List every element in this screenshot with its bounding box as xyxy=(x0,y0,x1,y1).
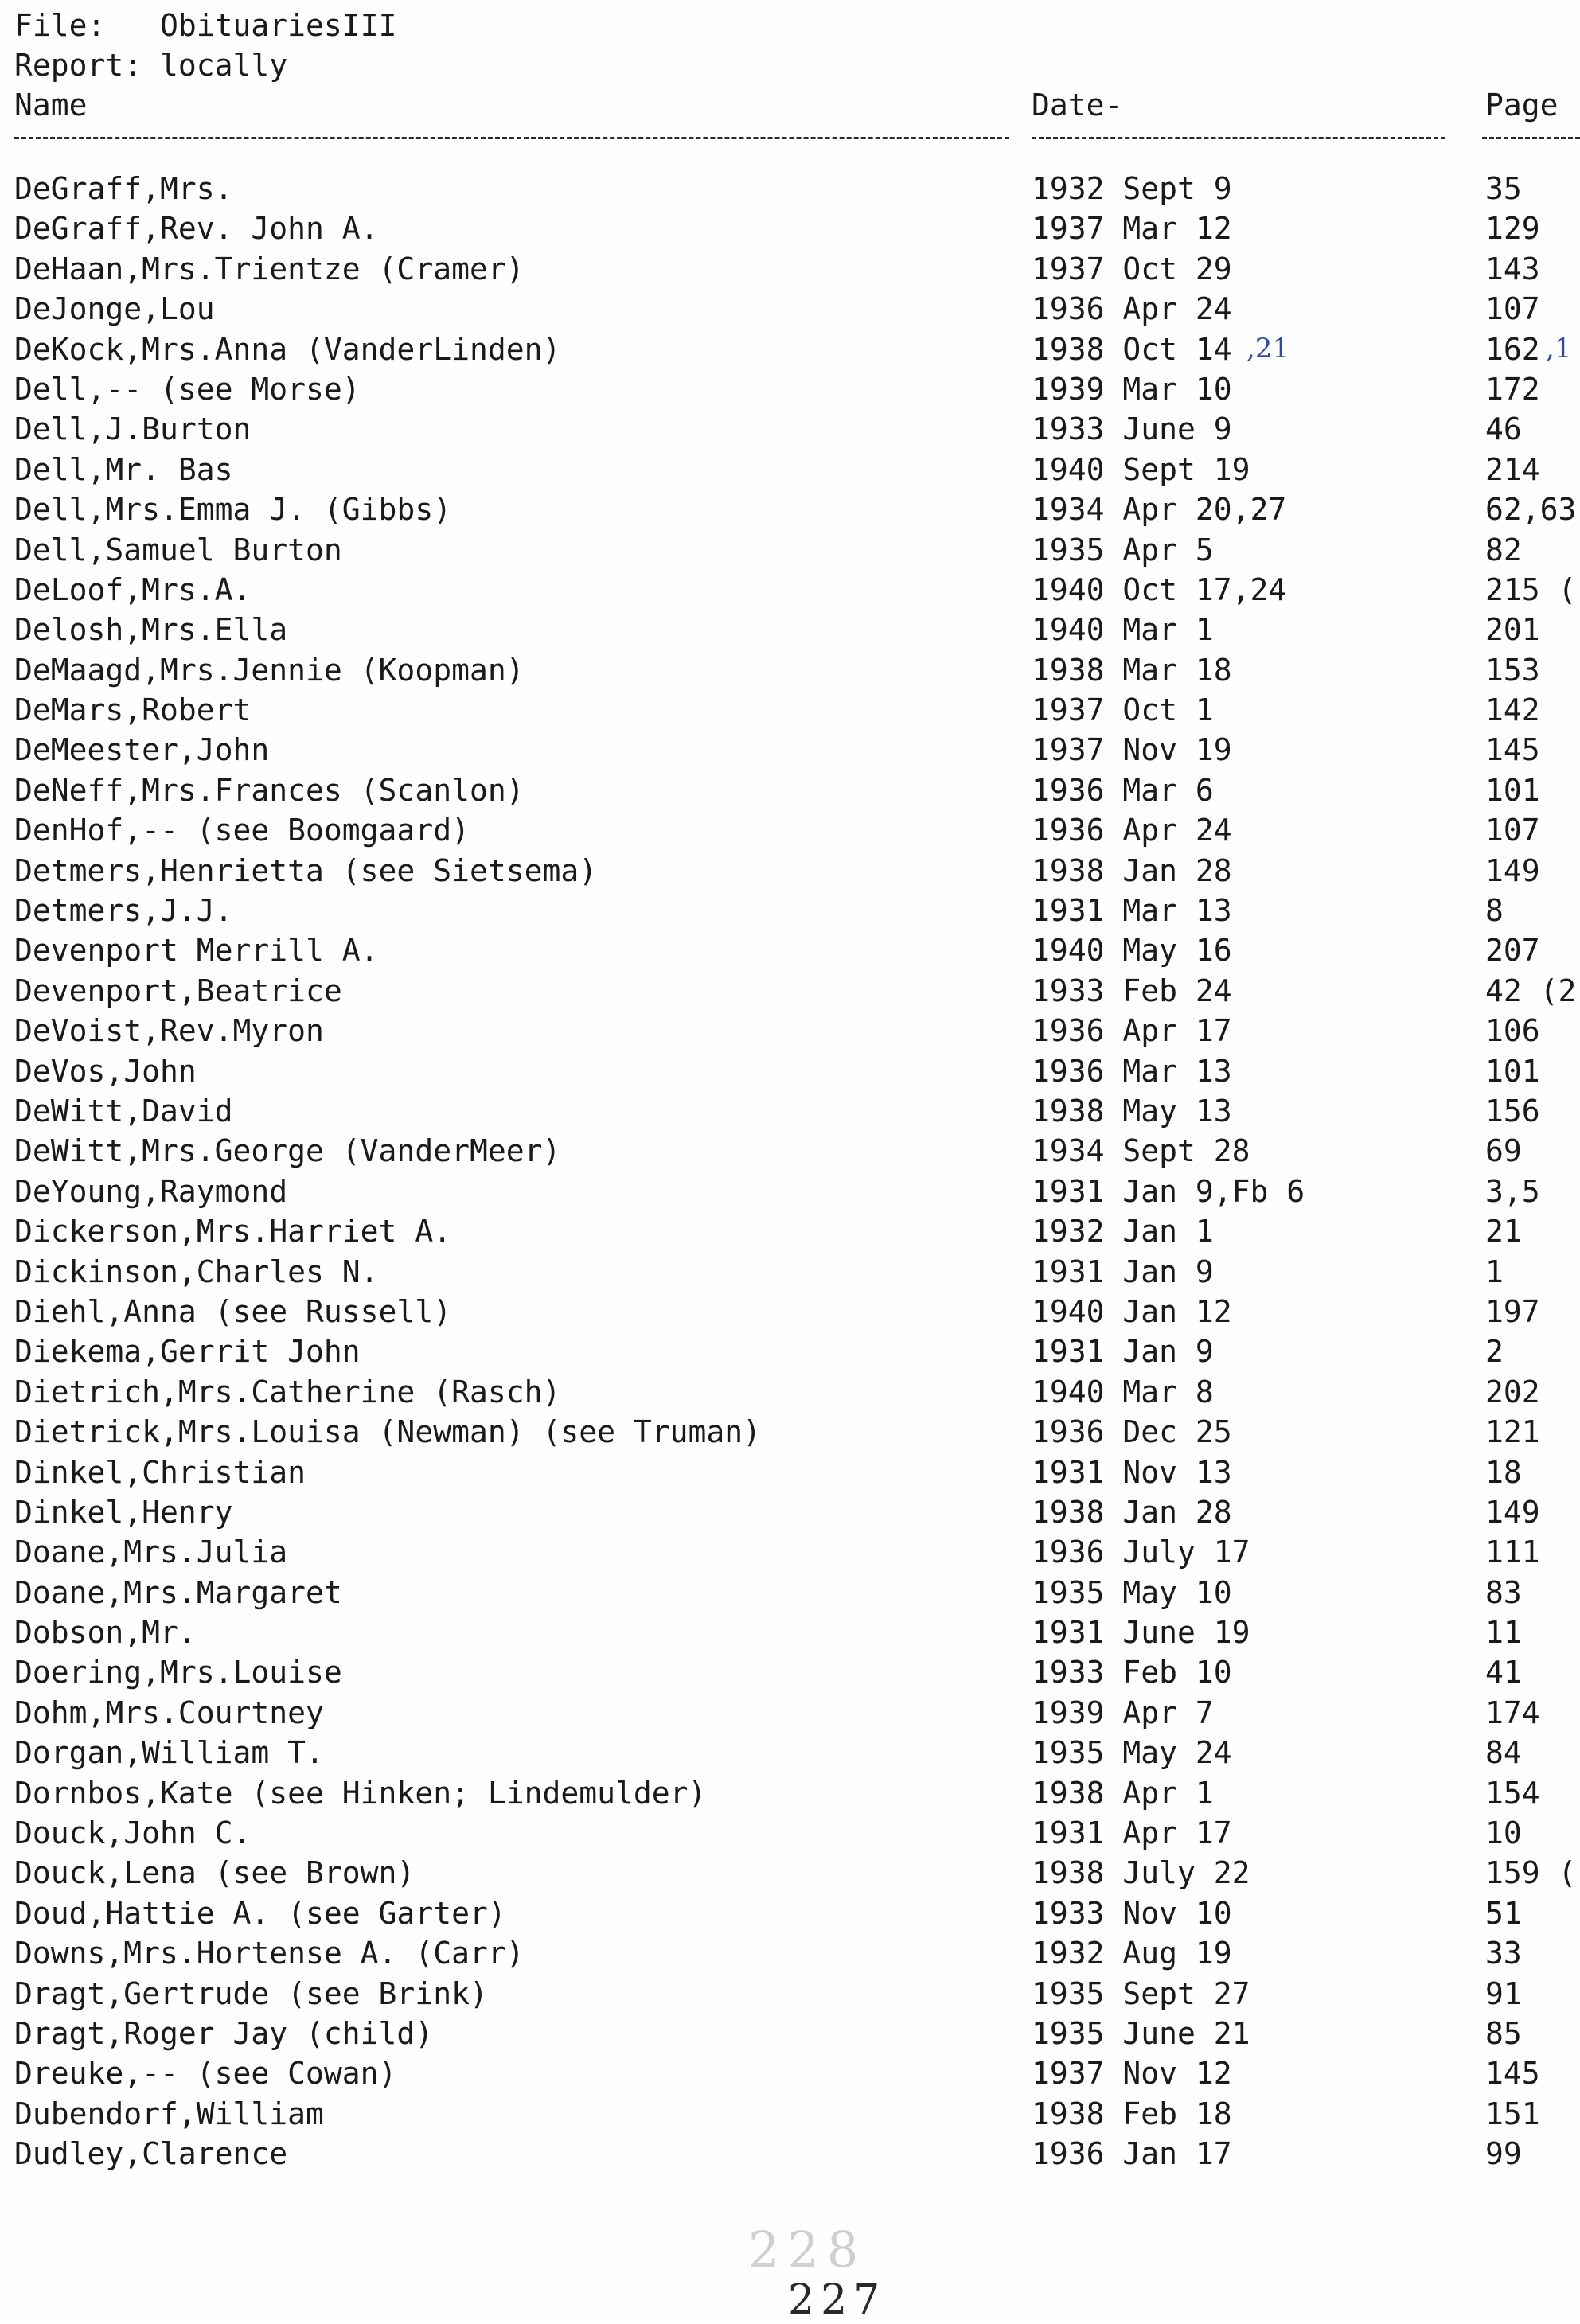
entry-page: 145 xyxy=(1485,732,1540,768)
entry-page: 149 xyxy=(1485,1494,1540,1530)
entry-name: DeGraff,Mrs. xyxy=(14,171,233,206)
list-item xyxy=(0,570,1580,610)
page-number: 227 xyxy=(788,2276,887,2324)
entry-date: 1933 Feb 10 xyxy=(1032,1655,1232,1690)
list-item xyxy=(0,1813,1580,1853)
entry-date: 1936 Apr 24 xyxy=(1032,291,1232,327)
list-item xyxy=(0,409,1580,449)
entry-date: 1936 Apr 17 xyxy=(1032,1013,1232,1049)
entry-name: Dragt,Gertrude (see Brink) xyxy=(14,1975,488,2011)
list-item xyxy=(0,450,1580,489)
entry-page: 84 xyxy=(1485,1735,1522,1771)
entry-name: DeGraff,Rev. John A. xyxy=(14,211,379,247)
entry-date: 1931 Apr 17 xyxy=(1032,1815,1232,1851)
list-item xyxy=(0,249,1580,289)
list-item xyxy=(0,1693,1580,1733)
entry-name: Dickerson,Mrs.Harriet A. xyxy=(14,1214,452,1250)
entry-page: 83 xyxy=(1485,1574,1522,1610)
entry-name: DeMeester,John xyxy=(14,732,270,768)
entry-date: 1939 Mar 10 xyxy=(1032,371,1232,407)
entry-date: 1940 Oct 17,24 xyxy=(1032,571,1287,607)
list-item xyxy=(0,930,1580,970)
list-item xyxy=(0,2014,1580,2053)
list-item xyxy=(0,169,1580,209)
handwritten-date-annotation: ,21 xyxy=(1246,333,1290,365)
entry-page: 21 xyxy=(1485,1214,1522,1250)
list-item xyxy=(0,851,1580,891)
entry-page: 201 xyxy=(1485,612,1540,648)
entry-date: 1931 Mar 13 xyxy=(1032,893,1232,929)
entry-page: 111 xyxy=(1485,1534,1540,1570)
entry-date: 1938 Jan 28 xyxy=(1032,1494,1232,1530)
entry-name: Detmers,J.J. xyxy=(14,893,233,929)
entry-page: 42 (2 xyxy=(1485,973,1577,1008)
entry-date: 1931 Jan 9 xyxy=(1032,1334,1214,1370)
entry-page: 162 xyxy=(1485,331,1540,367)
entry-date: 1940 Mar 8 xyxy=(1032,1374,1214,1410)
entry-date: 1940 Jan 12 xyxy=(1032,1293,1232,1329)
entry-name: Dickinson,Charles N. xyxy=(14,1254,379,1289)
entry-page: 107 xyxy=(1485,813,1540,848)
entry-date: 1937 Oct 1 xyxy=(1032,692,1214,728)
column-header-page: Page xyxy=(1485,88,1559,123)
entry-date: 1933 Feb 24 xyxy=(1032,973,1232,1008)
entry-page: 85 xyxy=(1485,2015,1522,2051)
list-item xyxy=(0,2134,1580,2174)
list-item xyxy=(0,1091,1580,1131)
entry-name: Dohm,Mrs.Courtney xyxy=(14,1694,324,1730)
file-value: ObituariesIII xyxy=(160,8,397,43)
entry-page: 156 xyxy=(1485,1093,1540,1129)
entry-page: 129 xyxy=(1485,211,1540,247)
entry-name: Delosh,Mrs.Ella xyxy=(14,612,288,648)
list-item xyxy=(0,1211,1580,1251)
list-item xyxy=(0,1051,1580,1091)
list-item xyxy=(0,329,1580,369)
list-item xyxy=(0,1733,1580,1772)
entry-name: DeWitt,David xyxy=(14,1093,233,1129)
entry-page: 33 xyxy=(1485,1936,1522,1971)
entry-page: 2 xyxy=(1485,1334,1504,1370)
entry-date: 1940 Sept 19 xyxy=(1032,451,1250,487)
entry-page: 101 xyxy=(1485,772,1540,808)
column-header-date: Date- xyxy=(1032,88,1123,123)
entry-name: Doane,Mrs.Margaret xyxy=(14,1574,342,1610)
entry-name: Douck,John C. xyxy=(14,1815,252,1851)
report-label: Report: xyxy=(14,48,142,83)
list-item xyxy=(0,610,1580,649)
entry-page: 172 xyxy=(1485,371,1540,407)
entry-name: Dietrick,Mrs.Louisa (Newman) (see Truman) xyxy=(14,1414,761,1450)
entry-page: 46 xyxy=(1485,411,1522,447)
entry-date: 1938 Jan 28 xyxy=(1032,852,1232,888)
file-line xyxy=(14,6,396,45)
entry-page: 82 xyxy=(1485,532,1522,567)
list-item xyxy=(0,891,1580,930)
entry-date: 1936 Apr 24 xyxy=(1032,813,1232,848)
entry-page: 35 xyxy=(1485,171,1522,206)
entry-date: 1932 Sept 9 xyxy=(1032,171,1232,206)
list-item xyxy=(0,810,1580,850)
list-item xyxy=(0,1652,1580,1692)
entry-page: 8 xyxy=(1485,893,1504,929)
entry-date: 1936 Dec 25 xyxy=(1032,1414,1232,1450)
entry-date: 1932 Jan 1 xyxy=(1032,1214,1214,1250)
list-item xyxy=(0,289,1580,329)
entry-page: 18 xyxy=(1485,1454,1522,1490)
entry-page: 145 xyxy=(1485,2056,1540,2092)
entry-date: 1937 Nov 12 xyxy=(1032,2056,1232,2092)
pencil-page-number: 228 xyxy=(748,2221,867,2279)
entry-date: 1931 Nov 13 xyxy=(1032,1454,1232,1490)
list-item xyxy=(0,1492,1580,1532)
list-item xyxy=(0,369,1580,409)
entry-date: 1939 Apr 7 xyxy=(1032,1694,1214,1730)
entry-name: Doane,Mrs.Julia xyxy=(14,1534,288,1570)
entry-date: 1940 May 16 xyxy=(1032,933,1232,969)
report-value: locally xyxy=(160,48,288,83)
entry-name: DeVos,John xyxy=(14,1053,197,1089)
file-label: File: xyxy=(14,8,106,43)
entry-date: 1936 July 17 xyxy=(1032,1534,1250,1570)
entry-name: Dorgan,William T. xyxy=(14,1735,324,1771)
entry-date: 1937 Oct 29 xyxy=(1032,251,1232,287)
entry-date: 1938 Oct 14 xyxy=(1032,331,1232,367)
entry-name: Doud,Hattie A. (see Garter) xyxy=(14,1895,506,1931)
entry-name: DeWitt,Mrs.George (VanderMeer) xyxy=(14,1133,561,1169)
entry-page: 62,63 xyxy=(1485,492,1577,528)
list-item xyxy=(0,1332,1580,1371)
list-item xyxy=(0,650,1580,690)
entry-date: 1935 Sept 27 xyxy=(1032,1975,1250,2011)
entry-date: 1936 Mar 6 xyxy=(1032,772,1214,808)
entry-name: Downs,Mrs.Hortense A. (Carr) xyxy=(14,1936,525,1971)
entry-name: Douck,Lena (see Brown) xyxy=(14,1855,415,1891)
entry-page: 154 xyxy=(1485,1775,1540,1811)
entry-name: DeJonge,Lou xyxy=(14,291,215,327)
entry-page: 215 ( xyxy=(1485,571,1577,607)
list-item xyxy=(0,209,1580,248)
list-item xyxy=(0,1974,1580,2014)
entry-date: 1933 Nov 10 xyxy=(1032,1895,1232,1931)
entry-page: 202 xyxy=(1485,1374,1540,1410)
list-item xyxy=(0,730,1580,770)
list-item xyxy=(0,1452,1580,1492)
entry-page: 91 xyxy=(1485,1975,1522,2011)
entry-date: 1935 Apr 5 xyxy=(1032,532,1214,567)
entry-name: DeKock,Mrs.Anna (VanderLinden) xyxy=(14,331,561,367)
handwritten-page-annotation: ,1 xyxy=(1546,333,1572,365)
entry-date: 1938 Mar 18 xyxy=(1032,652,1232,688)
entry-date: 1934 Sept 28 xyxy=(1032,1133,1250,1169)
entry-date: 1938 Apr 1 xyxy=(1032,1775,1214,1811)
entry-name: DeLoof,Mrs.A. xyxy=(14,571,252,607)
entry-date: 1933 June 9 xyxy=(1032,411,1232,447)
list-item xyxy=(0,1412,1580,1452)
entry-name: Dell,Mr. Bas xyxy=(14,451,233,487)
entry-page: 51 xyxy=(1485,1895,1522,1931)
entry-name: DenHof,-- (see Boomgaard) xyxy=(14,813,470,848)
entry-date: 1935 June 21 xyxy=(1032,2015,1250,2051)
entry-date: 1934 Apr 20,27 xyxy=(1032,492,1287,528)
list-item xyxy=(0,1532,1580,1572)
entry-page: 159 ( xyxy=(1485,1855,1577,1891)
entry-date: 1931 Jan 9 xyxy=(1032,1254,1214,1289)
entry-name: DeMaagd,Mrs.Jennie (Koopman) xyxy=(14,652,525,688)
entry-page: 174 xyxy=(1485,1694,1540,1730)
list-item xyxy=(0,1252,1580,1292)
list-item xyxy=(0,1372,1580,1412)
entry-name: Dietrich,Mrs.Catherine (Rasch) xyxy=(14,1374,561,1410)
column-header-name: Name xyxy=(14,88,88,123)
entry-date: 1937 Nov 19 xyxy=(1032,732,1232,768)
entry-date: 1931 Jan 9,Fb 6 xyxy=(1032,1173,1305,1209)
list-item xyxy=(0,1612,1580,1652)
entry-name: Detmers,Henrietta (see Sietsema) xyxy=(14,852,598,888)
entry-name: Dell,Mrs.Emma J. (Gibbs) xyxy=(14,492,452,528)
entry-name: Doering,Mrs.Louise xyxy=(14,1655,342,1690)
entry-page: 10 xyxy=(1485,1815,1522,1851)
entry-page: 197 xyxy=(1485,1293,1540,1329)
entry-date: 1937 Mar 12 xyxy=(1032,211,1232,247)
entry-name: Dinkel,Christian xyxy=(14,1454,306,1490)
entry-page: 151 xyxy=(1485,2096,1540,2131)
entry-date: 1938 July 22 xyxy=(1032,1855,1250,1891)
entry-name: Devenport Merrill A. xyxy=(14,933,379,969)
entry-date: 1935 May 10 xyxy=(1032,1574,1232,1610)
entry-name: DeYoung,Raymond xyxy=(14,1173,288,1209)
entry-name: DeMars,Robert xyxy=(14,692,252,728)
list-item xyxy=(0,971,1580,1011)
entry-name: Dobson,Mr. xyxy=(14,1615,197,1651)
list-item xyxy=(0,2094,1580,2134)
entry-date: 1938 Feb 18 xyxy=(1032,2096,1232,2131)
list-item xyxy=(0,1933,1580,1973)
list-item xyxy=(0,1773,1580,1813)
list-item xyxy=(0,489,1580,529)
entry-page: 207 xyxy=(1485,933,1540,969)
report-line xyxy=(14,46,287,84)
entry-page: 149 xyxy=(1485,852,1540,888)
header-divider-page xyxy=(1482,137,1580,139)
list-item xyxy=(0,530,1580,570)
entry-name: Dudley,Clarence xyxy=(14,2136,288,2172)
entry-date: 1940 Mar 1 xyxy=(1032,612,1214,648)
entry-name: Devenport,Beatrice xyxy=(14,973,342,1008)
list-item xyxy=(0,1011,1580,1051)
entry-page: 143 xyxy=(1485,251,1540,287)
entry-page: 142 xyxy=(1485,692,1540,728)
entry-name: Dinkel,Henry xyxy=(14,1494,233,1530)
entry-name: DeNeff,Mrs.Frances (Scanlon) xyxy=(14,772,525,808)
entry-name: Dell,Samuel Burton xyxy=(14,532,342,567)
list-item xyxy=(0,690,1580,730)
list-item xyxy=(0,1131,1580,1171)
entry-name: Dubendorf,William xyxy=(14,2096,324,2131)
entry-date: 1935 May 24 xyxy=(1032,1735,1232,1771)
entry-page: 106 xyxy=(1485,1013,1540,1049)
entry-page: 101 xyxy=(1485,1053,1540,1089)
entry-page: 1 xyxy=(1485,1254,1504,1289)
entry-page: 153 xyxy=(1485,652,1540,688)
entry-date: 1938 May 13 xyxy=(1032,1093,1232,1129)
entry-name: Dell,J.Burton xyxy=(14,411,252,447)
list-item xyxy=(0,1853,1580,1893)
entry-date: 1932 Aug 19 xyxy=(1032,1936,1232,1971)
entry-page: 121 xyxy=(1485,1414,1540,1450)
entry-page: 107 xyxy=(1485,291,1540,327)
list-item xyxy=(0,1292,1580,1332)
entry-name: DeVoist,Rev.Myron xyxy=(14,1013,324,1049)
header-divider-date xyxy=(1032,137,1445,139)
entry-name: Dreuke,-- (see Cowan) xyxy=(14,2056,397,2092)
header-divider-name xyxy=(14,137,1009,139)
list-item xyxy=(0,2053,1580,2093)
entry-name: Dragt,Roger Jay (child) xyxy=(14,2015,434,2051)
entry-page: 69 xyxy=(1485,1133,1522,1169)
entry-name: Diekema,Gerrit John xyxy=(14,1334,361,1370)
obituary-index-list xyxy=(0,169,1580,2174)
entry-name: DeHaan,Mrs.Trientze (Cramer) xyxy=(14,251,525,287)
entry-name: Diehl,Anna (see Russell) xyxy=(14,1293,452,1329)
list-item xyxy=(0,1893,1580,1933)
entry-name: Dornbos,Kate (see Hinken; Lindemulder) xyxy=(14,1775,707,1811)
entry-date: 1931 June 19 xyxy=(1032,1615,1250,1651)
entry-page: 99 xyxy=(1485,2136,1522,2172)
list-item xyxy=(0,1172,1580,1211)
entry-page: 214 xyxy=(1485,451,1540,487)
entry-name: Dell,-- (see Morse) xyxy=(14,371,361,407)
entry-date: 1936 Mar 13 xyxy=(1032,1053,1232,1089)
entry-page: 3,5 xyxy=(1485,1173,1540,1209)
entry-page: 11 xyxy=(1485,1615,1522,1651)
list-item xyxy=(0,770,1580,810)
entry-date: 1936 Jan 17 xyxy=(1032,2136,1232,2172)
list-item xyxy=(0,1573,1580,1612)
entry-page: 41 xyxy=(1485,1655,1522,1690)
